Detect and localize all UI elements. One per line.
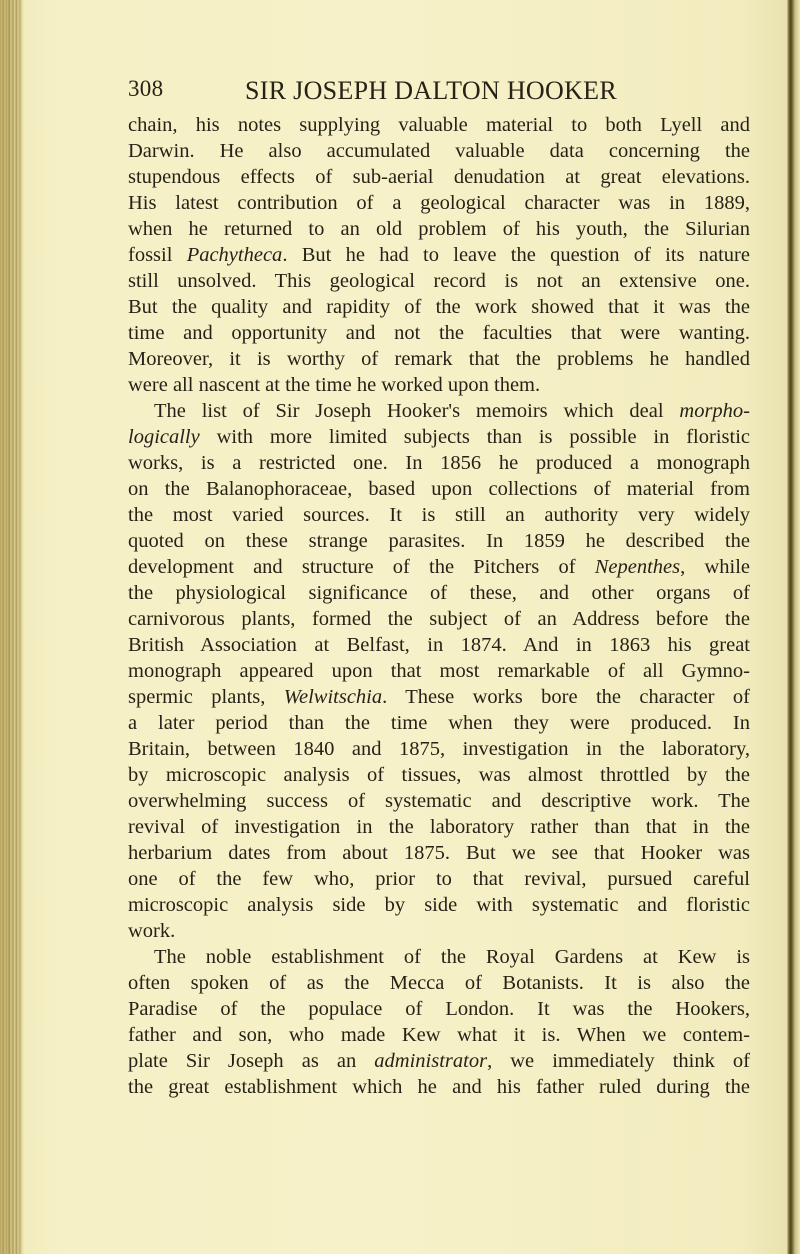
text-line (128, 424, 750, 450)
page-edge-right (787, 0, 800, 1254)
text-segment: on the Balanophoraceae, based upon collections of material from (128, 478, 750, 500)
body-text (128, 112, 750, 1100)
text-line (128, 398, 750, 424)
text-line (128, 632, 750, 658)
text-line (128, 1048, 750, 1074)
text-segment: were all nascent at the time he worked upon them. (128, 374, 541, 396)
text-segment: the most varied sources. It is still an authority very widely (128, 504, 750, 526)
text-segment: the physiological significance of these, and other organs of (128, 582, 750, 604)
text-line (128, 684, 750, 710)
text-line (128, 814, 750, 840)
text-segment: microscopic analysis side by side with systematic and floristic (128, 894, 750, 916)
text-segment: His latest contribution of a geological character was in 1889, (128, 192, 750, 214)
text-segment: by microscopic analysis of tissues, was almost throttled by the (128, 764, 750, 786)
text-segment: Paradise of the populace of London. It was the Hookers, (128, 998, 750, 1020)
text-segment: herbarium dates from about 1875. But we see that Hooker was (128, 842, 750, 864)
text-segment: stupendous effects of sub-aerial denudation at great elevations. (128, 166, 750, 188)
text-line (128, 736, 750, 762)
text-segment: works, is a restricted one. In 1856 he produced a monograph (128, 452, 750, 474)
text-line (128, 528, 750, 554)
text-line (128, 970, 750, 996)
text-line (128, 996, 750, 1022)
running-title: SIR JOSEPH DALTON HOOKER (245, 76, 617, 105)
text-line (128, 762, 750, 788)
text-line (128, 372, 750, 398)
text-line (128, 658, 750, 684)
text-segment: one of the few who, prior to that revival, pursued careful (128, 868, 750, 890)
text-segment: The noble establishment of the Royal Gardens at Kew is (154, 946, 750, 968)
text-segment: revival of investigation in the laboratory rather than that in the (128, 816, 750, 838)
text-segment: fossil (128, 244, 187, 266)
italic-term: Nepenthes (594, 556, 681, 578)
text-segment: still unsolved. This geological record is not an extensive one. (128, 270, 750, 292)
text-segment: quoted on these strange parasites. In 1859 he described the (128, 530, 750, 552)
text-line (128, 190, 750, 216)
text-line (128, 294, 750, 320)
italic-term: Welwitschia (283, 686, 383, 708)
text-line (128, 346, 750, 372)
text-line (128, 138, 750, 164)
text-segment: Moreover, it is worthy of remark that the problems he handled (128, 348, 750, 370)
text-line (128, 944, 750, 970)
text-segment: But the quality and rapidity of the work showed that it was the (128, 296, 750, 318)
text-segment: father and son, who made Kew what it is. When we contem- (128, 1024, 750, 1046)
running-header (128, 76, 753, 106)
italic-term: logically (128, 426, 200, 448)
text-line (128, 216, 750, 242)
text-line (128, 892, 750, 918)
text-segment: overwhelming success of systematic and descriptive work. The (128, 790, 750, 812)
text-segment: time and opportunity and not the faculties that were wanting. (128, 322, 750, 344)
italic-term: administrator (374, 1050, 488, 1072)
text-segment: when he returned to an old problem of his youth, the Silurian (128, 218, 750, 240)
text-segment: spermic plants, (128, 686, 284, 708)
text-line (128, 268, 750, 294)
text-line (128, 788, 750, 814)
text-line (128, 918, 750, 944)
text-segment: with more limited subjects than is possible in floristic (199, 426, 750, 448)
text-line (128, 320, 750, 346)
text-line (128, 502, 750, 528)
text-line (128, 554, 750, 580)
text-line (128, 866, 750, 892)
page-edge-left (0, 0, 24, 1254)
text-segment: The list of Sir Joseph Hooker's memoirs which deal (154, 400, 680, 422)
text-segment: . These works bore the character of (382, 686, 750, 708)
text-segment: Darwin. He also accumulated valuable data concerning the (128, 140, 750, 162)
text-line (128, 580, 750, 606)
text-segment: monograph appeared upon that most remarkable of all Gymno- (128, 660, 750, 682)
text-segment: chain, his notes supplying valuable material to both Lyell and (128, 114, 750, 136)
text-line (128, 710, 750, 736)
text-segment: plate Sir Joseph as an (128, 1050, 375, 1072)
text-segment: work. (128, 920, 176, 942)
text-segment: development and structure of the Pitchers of (128, 556, 595, 578)
text-segment: , we immediately think of (487, 1050, 751, 1072)
text-segment: Britain, between 1840 and 1875, investigation in the laboratory, (128, 738, 750, 760)
text-line (128, 1074, 750, 1100)
text-line (128, 606, 750, 632)
text-segment: often spoken of as the Mecca of Botanists. It is also the (128, 972, 750, 994)
italic-term: Pachytheca (186, 244, 283, 266)
italic-term: morpho- (679, 400, 750, 422)
text-segment: , while (680, 556, 750, 578)
text-line (128, 242, 750, 268)
text-line (128, 840, 750, 866)
text-segment: the great establishment which he and his father ruled during the (128, 1076, 750, 1098)
text-line (128, 164, 750, 190)
text-segment: carnivorous plants, formed the subject of an Address before the (128, 608, 750, 630)
page-number: 308 (128, 76, 164, 101)
text-segment: British Association at Belfast, in 1874. And in 1863 his great (128, 634, 750, 656)
text-line (128, 450, 750, 476)
text-line (128, 1022, 750, 1048)
text-line (128, 112, 750, 138)
text-segment: . But he had to leave the question of its nature (282, 244, 750, 266)
text-segment: a later period than the time when they were produced. In (128, 712, 750, 734)
text-line (128, 476, 750, 502)
